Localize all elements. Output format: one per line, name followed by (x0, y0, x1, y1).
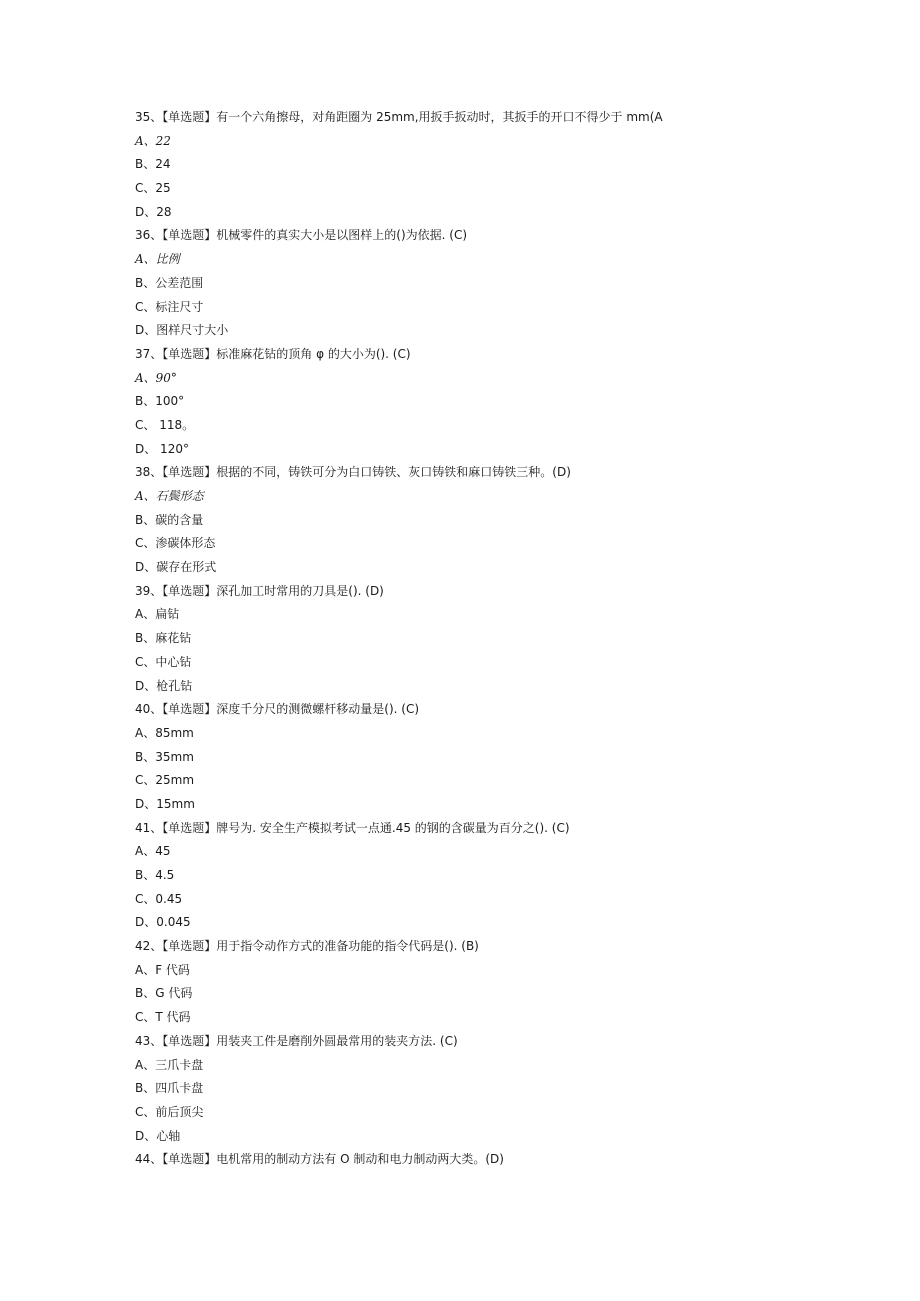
option-line: B、4.5 (135, 868, 175, 882)
option-line: B、24 (135, 157, 171, 172)
option-line: A、三爪卡盘 (135, 1057, 204, 1072)
option-line: C、渗碳体形态 (135, 536, 216, 551)
question-line: 36、【单选题】机械零件的真实大小是以图样上的()为依据. (C) (135, 228, 468, 243)
option-line: B、G 代码 (135, 986, 193, 1001)
option-line: D、枪孔钻 (135, 678, 193, 693)
option-line: D、 120° (135, 441, 189, 456)
option-line: D、心轴 (135, 1128, 181, 1143)
option-line: D、15mm (135, 796, 195, 811)
option-line: B、麻花钻 (135, 631, 192, 646)
option-line: B、100° (135, 394, 185, 409)
question-line: 43、【单选题】用装夹工件是磨削外圆最常用的装夹方法. (C) (135, 1033, 458, 1048)
option-line: A、比例 (135, 252, 180, 267)
option-line: A、扁钻 (135, 607, 180, 622)
option-line: B、公差范围 (135, 275, 204, 290)
question-line: 42、【单选题】用于指令动作方式的准备功能的指令代码是(). (B) (135, 939, 479, 954)
option-line: D、28 (135, 204, 172, 219)
question-line: 38、【单选题】根据的不同，铸铁可分为白口铸铁、灰口铸铁和麻口铸铁三种。(D) (135, 465, 571, 480)
question-line: 37、【单选题】标准麻花钻的顶角 φ 的大小为(). (C) (135, 346, 411, 361)
option-line: D、图样尺寸大小 (135, 323, 229, 338)
option-line: B、35mm (135, 749, 194, 764)
option-line: A、22 (135, 133, 171, 148)
option-line: A、90° (135, 370, 177, 385)
option-line: B、碳的含量 (135, 512, 204, 527)
question-line: 41、【单选题】牌号为. 安全生产模拟考试一点通.45 的钢的含碳量为百分之(). (C) (135, 820, 570, 835)
question-line: 39、【单选题】深孔加工时常用的刀具是(). (D) (135, 583, 384, 598)
option-line: C、前后顶尖 (135, 1104, 204, 1119)
question-line: 40、【单选题】深度千分尺的测微螺杆移动量是(). (C) (135, 702, 420, 717)
option-line: A、F 代码 (135, 962, 190, 977)
option-line: A、45 (135, 844, 171, 859)
question-line: 44、【单选题】电机常用的制动方法有 O 制动和电力制动两大类。(D) (135, 1152, 504, 1167)
option-line: C、 118。 (135, 417, 195, 432)
question-line: 35、【单选题】有一个六角擦母，对角距圈为 25mm,用扳手扳动时，其扳手的开口不得少于 mm(A (135, 110, 663, 124)
option-line: A、85mm (135, 725, 194, 740)
option-line: A、石鬓形态 (135, 489, 204, 503)
option-line: D、0.045 (135, 915, 191, 930)
option-line: C、标注尺寸 (135, 299, 204, 314)
option-line: B、四爪卡盘 (135, 1081, 204, 1096)
option-line: D、碳存在形式 (135, 560, 217, 575)
option-line: C、中心钻 (135, 654, 192, 669)
option-line: C、0.45 (135, 891, 183, 906)
option-line: C、T 代码 (135, 1010, 191, 1025)
option-line: C、25mm (135, 773, 195, 788)
option-line: C、25 (135, 181, 171, 196)
document-body (135, 106, 835, 1172)
